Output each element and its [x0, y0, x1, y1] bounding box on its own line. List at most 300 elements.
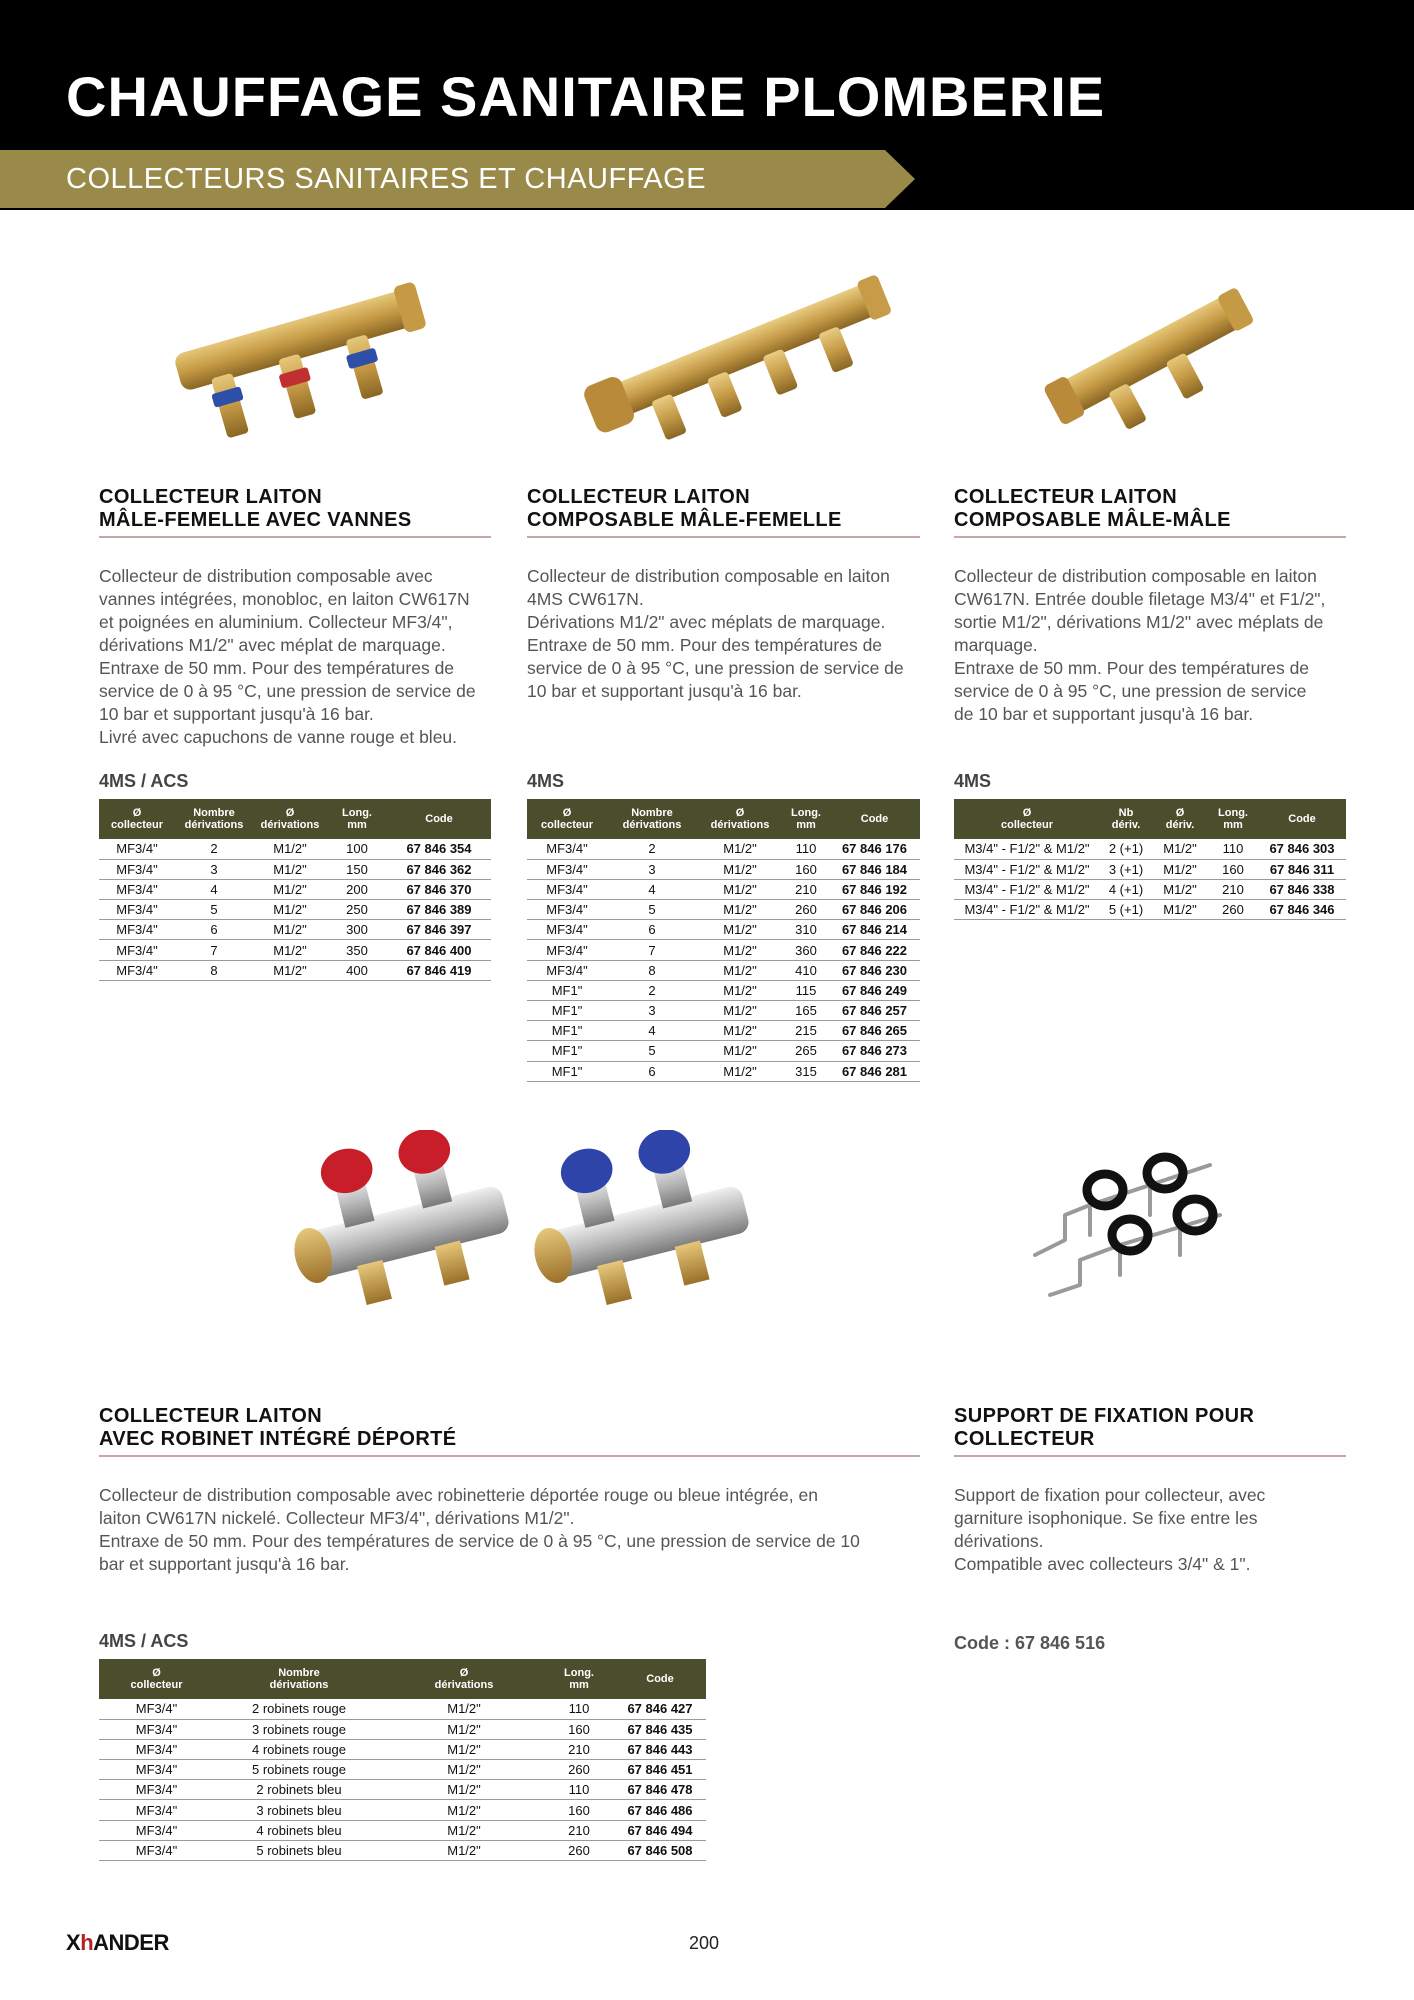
column-header: [829, 799, 920, 839]
table-cell: MF3/4": [527, 940, 607, 960]
table-header-row: [527, 799, 920, 839]
table-row: [99, 1840, 706, 1860]
column-header-line: mm: [347, 819, 367, 831]
table-row: [99, 1719, 706, 1739]
table-cell: 350: [327, 940, 387, 960]
product-title-manifold-valves: [99, 486, 491, 538]
table-cell: 7: [175, 940, 253, 960]
product-code-cell: 67 846 257: [829, 1001, 920, 1021]
table-cell: MF3/4": [527, 859, 607, 879]
table-cell: 400: [327, 960, 387, 980]
manifold-male-female-image: [580, 265, 900, 450]
table-cell: MF3/4": [527, 920, 607, 940]
table-cell: MF3/4": [99, 1840, 214, 1860]
table-cell: 4 robinets rouge: [214, 1739, 384, 1759]
description-line: laiton CW617N nickelé. Collecteur MF3/4", dérivations M1/2".: [99, 1508, 575, 1528]
description-line: 10 bar et supportant jusqu'à 16 bar.: [99, 704, 374, 724]
manifold-male-male-image: [1040, 275, 1260, 440]
product-title-male-male: [954, 486, 1346, 538]
description-line: dérivations.: [954, 1531, 1044, 1551]
column-header-line: mm: [569, 1679, 589, 1691]
table-cell: 150: [327, 859, 387, 879]
description-line: Compatible avec collecteurs 3/4" & 1".: [954, 1554, 1251, 1574]
product-code-cell: 67 846 389: [387, 900, 491, 920]
column-header-line: Long.: [564, 1667, 594, 1679]
column-header-line: Nombre: [193, 807, 235, 819]
product-title-line: COLLECTEUR: [954, 1428, 1095, 1450]
table-cell: 215: [783, 1021, 829, 1041]
table-cell: 160: [1208, 859, 1258, 879]
description-line: service de 0 à 95 °C, une pression de service de: [99, 681, 476, 701]
logo-part: X: [66, 1930, 81, 1955]
product-title-line: COLLECTEUR LAITON: [527, 486, 751, 508]
table-cell: M1/2": [253, 900, 327, 920]
product-code-cell: 67 846 273: [829, 1041, 920, 1061]
product-code-cell: 67 846 338: [1258, 879, 1346, 899]
table-cell: M1/2": [697, 879, 783, 899]
table-row: [99, 940, 491, 960]
column-header-line: Code: [860, 813, 889, 825]
product-code-cell: 67 846 281: [829, 1061, 920, 1081]
table-cell: M1/2": [697, 1001, 783, 1021]
table-row: [99, 920, 491, 940]
column-header: [175, 799, 253, 839]
table-cell: 3: [175, 859, 253, 879]
product-code-cell: 67 846 192: [829, 879, 920, 899]
column-header-line: Nombre: [631, 807, 673, 819]
product-description: [99, 1484, 929, 1576]
page-title: CHAUFFAGE SANITAIRE PLOMBERIE: [66, 65, 1106, 128]
description-line: Livré avec capuchons de vanne rouge et bleu.: [99, 727, 458, 747]
table-cell: M1/2": [697, 960, 783, 980]
table-cell: M1/2": [384, 1760, 544, 1780]
product-title-line: COLLECTEUR LAITON: [954, 486, 1178, 508]
table-header-row: [99, 799, 491, 839]
table-row: [99, 1800, 706, 1820]
table-cell: MF3/4": [99, 900, 175, 920]
product-title-integrated-valve: [99, 1405, 920, 1457]
table-cell: M1/2": [253, 879, 327, 899]
table-row: [527, 1041, 920, 1061]
product-code-cell: 67 846 397: [387, 920, 491, 940]
table-cell: M1/2": [697, 839, 783, 859]
table-cell: MF3/4": [99, 1719, 214, 1739]
column-header-line: Long.: [791, 807, 821, 819]
table-cell: M3/4" - F1/2" & M1/2": [954, 900, 1100, 920]
table-cell: 160: [783, 859, 829, 879]
material-label: 4MS: [954, 771, 992, 791]
product-title-line: SUPPORT DE FIXATION POUR: [954, 1405, 1255, 1427]
column-header-line: Ø: [1022, 807, 1032, 819]
table-cell: M1/2": [1152, 900, 1208, 920]
description-line: Entraxe de 50 mm. Pour des températures de: [527, 635, 883, 655]
table-row: [527, 1001, 920, 1021]
description-line: CW617N. Entrée double filetage M3/4" et F1/2",: [954, 589, 1326, 609]
table-cell: 3 robinets rouge: [214, 1719, 384, 1739]
column-header-line: collecteur: [1001, 819, 1053, 831]
table-cell: 200: [327, 879, 387, 899]
table-cell: MF3/4": [99, 1739, 214, 1759]
table-cell: M1/2": [384, 1800, 544, 1820]
table-cell: 260: [544, 1760, 614, 1780]
product-title-line: COMPOSABLE MÂLE-MÂLE: [954, 509, 1231, 531]
table-cell: 110: [544, 1780, 614, 1800]
table-cell: MF3/4": [99, 879, 175, 899]
product-code-cell: 67 846 486: [614, 1800, 706, 1820]
product-description: [954, 565, 1354, 726]
table-row: [527, 1061, 920, 1081]
description-line: Collecteur de distribution composable avec robinetterie déportée rouge ou bleue intégrée, en: [99, 1485, 818, 1505]
product-code-cell: 67 846 362: [387, 859, 491, 879]
description-line: 10 bar et supportant jusqu'à 16 bar.: [527, 681, 802, 701]
column-header-line: Long.: [342, 807, 372, 819]
description-line: sortie M1/2", dérivations M1/2" avec méplats de: [954, 612, 1324, 632]
table-cell: M1/2": [384, 1780, 544, 1800]
table-cell: MF3/4": [99, 1820, 214, 1840]
product-code-cell: 67 846 478: [614, 1780, 706, 1800]
table-row: [99, 1699, 706, 1719]
table-cell: M1/2": [1152, 859, 1208, 879]
table-cell: 250: [327, 900, 387, 920]
table-cell: 210: [544, 1739, 614, 1759]
table-cell: 260: [544, 1840, 614, 1860]
table-cell: 260: [1208, 900, 1258, 920]
product-code-cell: 67 846 206: [829, 900, 920, 920]
table-row: [99, 1739, 706, 1759]
product-code-cell: 67 846 230: [829, 960, 920, 980]
table-cell: MF3/4": [99, 1780, 214, 1800]
product-code-cell: 67 846 435: [614, 1719, 706, 1739]
table-cell: MF3/4": [99, 1760, 214, 1780]
table-row: [99, 859, 491, 879]
description-line: Collecteur de distribution composable en laiton: [527, 566, 890, 586]
column-header-line: Ø: [132, 807, 142, 819]
product-description: [99, 565, 499, 749]
table-cell: M1/2": [697, 980, 783, 1000]
logo-part: h: [80, 1930, 94, 1955]
table-cell: MF3/4": [99, 960, 175, 980]
table-cell: M1/2": [253, 859, 327, 879]
column-header-line: Code: [1288, 813, 1316, 825]
column-header: [1258, 799, 1346, 839]
column-header-line: Code: [646, 1673, 674, 1685]
table-cell: 360: [783, 940, 829, 960]
table-cell: 7: [607, 940, 697, 960]
table-cell: MF1": [527, 1001, 607, 1021]
column-header: [99, 1659, 214, 1699]
table-cell: M1/2": [253, 940, 327, 960]
product-title-line: AVEC ROBINET INTÉGRÉ DÉPORTÉ: [99, 1428, 457, 1450]
column-header: [1100, 799, 1152, 839]
product-code-cell: 67 846 184: [829, 859, 920, 879]
table-cell: 5 (+1): [1100, 900, 1152, 920]
table-cell: MF3/4": [99, 1800, 214, 1820]
table-cell: 3 (+1): [1100, 859, 1152, 879]
spec-table-male-female: [527, 799, 920, 1082]
column-header-line: Ø: [562, 807, 572, 819]
description-line: garniture isophonique. Se fixe entre les: [954, 1508, 1258, 1528]
table-row: [99, 1760, 706, 1780]
table-cell: 8: [607, 960, 697, 980]
product-description: [954, 1484, 1354, 1576]
product-code-cell: 67 846 419: [387, 960, 491, 980]
product-code-cell: 67 846 222: [829, 940, 920, 960]
table-cell: M3/4" - F1/2" & M1/2": [954, 839, 1100, 859]
product-code-cell: 67 846 494: [614, 1820, 706, 1840]
description-line: vannes intégrées, monobloc, en laiton CW617N: [99, 589, 470, 609]
description-line: 4MS CW617N.: [527, 589, 644, 609]
table-cell: MF3/4": [99, 859, 175, 879]
table-cell: 310: [783, 920, 829, 940]
product-code-cell: 67 846 346: [1258, 900, 1346, 920]
table-cell: M1/2": [1152, 879, 1208, 899]
table-cell: 5: [607, 1041, 697, 1061]
column-header: [954, 799, 1100, 839]
product-code-cell: 67 846 265: [829, 1021, 920, 1041]
table-row: [954, 900, 1346, 920]
table-cell: MF3/4": [99, 920, 175, 940]
column-header: [1152, 799, 1208, 839]
product-code-cell: 67 846 508: [614, 1840, 706, 1860]
column-header: [614, 1659, 706, 1699]
table-cell: 3 robinets bleu: [214, 1800, 384, 1820]
column-header-line: Ø: [735, 807, 745, 819]
product-code-cell: 67 846 443: [614, 1739, 706, 1759]
table-row: [527, 920, 920, 940]
product-code-cell: 67 846 400: [387, 940, 491, 960]
table-cell: MF3/4": [99, 940, 175, 960]
table-cell: 410: [783, 960, 829, 980]
table-cell: 2 robinets bleu: [214, 1780, 384, 1800]
table-cell: 8: [175, 960, 253, 980]
table-cell: M1/2": [697, 1041, 783, 1061]
table-row: [527, 980, 920, 1000]
table-cell: 6: [607, 1061, 697, 1081]
column-header: [387, 799, 491, 839]
fixing-bracket-image: [1020, 1145, 1250, 1335]
product-title-fixing-bracket: [954, 1405, 1346, 1457]
column-header-line: mm: [796, 819, 816, 831]
column-header: [384, 1659, 544, 1699]
column-header-line: collecteur: [130, 1679, 183, 1691]
description-line: bar et supportant jusqu'à 16 bar.: [99, 1554, 350, 1574]
description-line: Entraxe de 50 mm. Pour des températures de service de 0 à 95 °C, une pression de service de 10: [99, 1531, 860, 1551]
logo-part: ANDER: [93, 1930, 169, 1955]
table-cell: 2 robinets rouge: [214, 1699, 384, 1719]
table-cell: 165: [783, 1001, 829, 1021]
product-code-cell: 67 846 249: [829, 980, 920, 1000]
table-cell: 300: [327, 920, 387, 940]
table-cell: 110: [783, 839, 829, 859]
table-row: [527, 1021, 920, 1041]
table-cell: MF3/4": [527, 900, 607, 920]
table-cell: 210: [544, 1820, 614, 1840]
manifold-integrated-valves-image: [290, 1130, 760, 1340]
table-header-row: [99, 1659, 706, 1699]
product-title-line: COMPOSABLE MÂLE-FEMELLE: [527, 509, 842, 531]
column-header-line: mm: [1223, 819, 1243, 831]
table-cell: MF3/4": [99, 1699, 214, 1719]
spec-table-integrated-valve: [99, 1659, 706, 1861]
column-header-line: Ø: [285, 807, 295, 819]
description-line: Entraxe de 50 mm. Pour des températures de: [99, 658, 455, 678]
column-header-line: Code: [425, 813, 453, 825]
description-line: Collecteur de distribution composable en laiton: [954, 566, 1317, 586]
table-row: [527, 940, 920, 960]
table-cell: 4: [607, 879, 697, 899]
column-header: [1208, 799, 1258, 839]
column-header-line: Nb: [1118, 807, 1134, 819]
spec-table-male-male: [954, 799, 1346, 920]
column-header-line: Ø: [152, 1667, 161, 1679]
product-title-line: COLLECTEUR LAITON: [99, 486, 323, 508]
table-row: [99, 879, 491, 899]
page-number: 200: [689, 1933, 720, 1953]
description-line: service de 0 à 95 °C, une pression de service de: [527, 658, 904, 678]
product-code-cell: 67 846 311: [1258, 859, 1346, 879]
column-header-line: dérivations: [260, 819, 320, 831]
table-cell: MF1": [527, 1021, 607, 1041]
table-cell: M1/2": [697, 920, 783, 940]
column-header-line: dérivations: [622, 819, 682, 831]
table-cell: M1/2": [384, 1820, 544, 1840]
product-code-cell: 67 846 214: [829, 920, 920, 940]
column-header: [253, 799, 327, 839]
table-cell: 3: [607, 1001, 697, 1021]
table-cell: 4 (+1): [1100, 879, 1152, 899]
column-header-line: Ø: [1175, 807, 1185, 819]
column-header-line: dérivations: [269, 1679, 329, 1691]
table-cell: 115: [783, 980, 829, 1000]
table-cell: MF1": [527, 1061, 607, 1081]
table-row: [527, 960, 920, 980]
table-cell: MF3/4": [527, 960, 607, 980]
table-cell: M1/2": [253, 960, 327, 980]
product-code-cell: 67 846 451: [614, 1760, 706, 1780]
column-header: [783, 799, 829, 839]
table-cell: M3/4" - F1/2" & M1/2": [954, 859, 1100, 879]
table-cell: M1/2": [697, 900, 783, 920]
table-cell: 2 (+1): [1100, 839, 1152, 859]
column-header: [697, 799, 783, 839]
table-cell: 265: [783, 1041, 829, 1061]
table-cell: 2: [175, 839, 253, 859]
table-cell: M1/2": [697, 940, 783, 960]
table-cell: M1/2": [384, 1840, 544, 1860]
material-label: 4MS / ACS: [99, 1631, 189, 1651]
table-row: [527, 879, 920, 899]
description-line: Dérivations M1/2" avec méplats de marquage.: [527, 612, 886, 632]
table-cell: 5: [607, 900, 697, 920]
table-cell: 2: [607, 839, 697, 859]
table-cell: M1/2": [384, 1719, 544, 1739]
column-header-line: dérivations: [434, 1679, 494, 1691]
table-cell: MF3/4": [527, 839, 607, 859]
column-header: [327, 799, 387, 839]
table-cell: 3: [607, 859, 697, 879]
manifold-with-valves-image: [165, 265, 435, 450]
table-cell: 4: [175, 879, 253, 899]
table-row: [99, 1780, 706, 1800]
table-cell: 315: [783, 1061, 829, 1081]
table-cell: 5 robinets bleu: [214, 1840, 384, 1860]
product-code-cell: 67 846 370: [387, 879, 491, 899]
table-row: [954, 879, 1346, 899]
product-code-cell: 67 846 354: [387, 839, 491, 859]
description-line: Support de fixation pour collecteur, avec: [954, 1485, 1266, 1505]
section-subtitle: COLLECTEURS SANITAIRES ET CHAUFFAGE: [66, 163, 707, 195]
column-header: [607, 799, 697, 839]
description-line: de 10 bar et supportant jusqu'à 16 bar.: [954, 704, 1254, 724]
table-row: [527, 900, 920, 920]
column-header-line: collecteur: [541, 819, 593, 831]
brand-logo: [66, 1930, 169, 1956]
table-cell: 5: [175, 900, 253, 920]
product-title-line: MÂLE-FEMELLE AVEC VANNES: [99, 509, 412, 531]
table-cell: 260: [783, 900, 829, 920]
description-line: service de 0 à 95 °C, une pression de service: [954, 681, 1307, 701]
description-line: marquage.: [954, 635, 1038, 655]
table-cell: 160: [544, 1719, 614, 1739]
product-title-line: COLLECTEUR LAITON: [99, 1405, 323, 1427]
column-header: [527, 799, 607, 839]
table-cell: 6: [607, 920, 697, 940]
product-code-cell: 67 846 303: [1258, 839, 1346, 859]
column-header: [99, 799, 175, 839]
column-header: [544, 1659, 614, 1699]
table-cell: 6: [175, 920, 253, 940]
table-cell: 160: [544, 1800, 614, 1820]
column-header-line: Long.: [1218, 807, 1248, 819]
table-header-row: [954, 799, 1346, 839]
table-row: [99, 900, 491, 920]
table-cell: MF1": [527, 1041, 607, 1061]
column-header-line: dériv.: [1111, 819, 1141, 831]
table-cell: 4: [607, 1021, 697, 1041]
table-cell: M1/2": [697, 1061, 783, 1081]
table-row: [99, 1820, 706, 1840]
column-header-line: Ø: [459, 1667, 469, 1679]
table-cell: 100: [327, 839, 387, 859]
table-cell: M1/2": [697, 1021, 783, 1041]
table-cell: M3/4" - F1/2" & M1/2": [954, 879, 1100, 899]
table-row: [527, 839, 920, 859]
column-header-line: Nombre: [278, 1667, 320, 1679]
table-cell: 210: [783, 879, 829, 899]
table-cell: M1/2": [253, 839, 327, 859]
table-cell: M1/2": [253, 920, 327, 940]
product-code-cell: 67 846 427: [614, 1699, 706, 1719]
product-code-cell: 67 846 176: [829, 839, 920, 859]
table-row: [954, 859, 1346, 879]
table-cell: 2: [607, 980, 697, 1000]
table-cell: MF1": [527, 980, 607, 1000]
description-line: dérivations M1/2" avec méplat de marquage.: [99, 635, 446, 655]
table-cell: MF3/4": [527, 879, 607, 899]
column-header: [214, 1659, 384, 1699]
table-cell: 4 robinets bleu: [214, 1820, 384, 1840]
product-description: [527, 565, 927, 703]
description-line: Collecteur de distribution composable avec: [99, 566, 433, 586]
description-line: Entraxe de 50 mm. Pour des températures de: [954, 658, 1310, 678]
table-cell: 110: [544, 1699, 614, 1719]
table-cell: 110: [1208, 839, 1258, 859]
column-header-line: dérivations: [710, 819, 770, 831]
table-cell: 5 robinets rouge: [214, 1760, 384, 1780]
table-row: [954, 839, 1346, 859]
spec-table-manifold-valves: [99, 799, 491, 981]
table-row: [99, 839, 491, 859]
